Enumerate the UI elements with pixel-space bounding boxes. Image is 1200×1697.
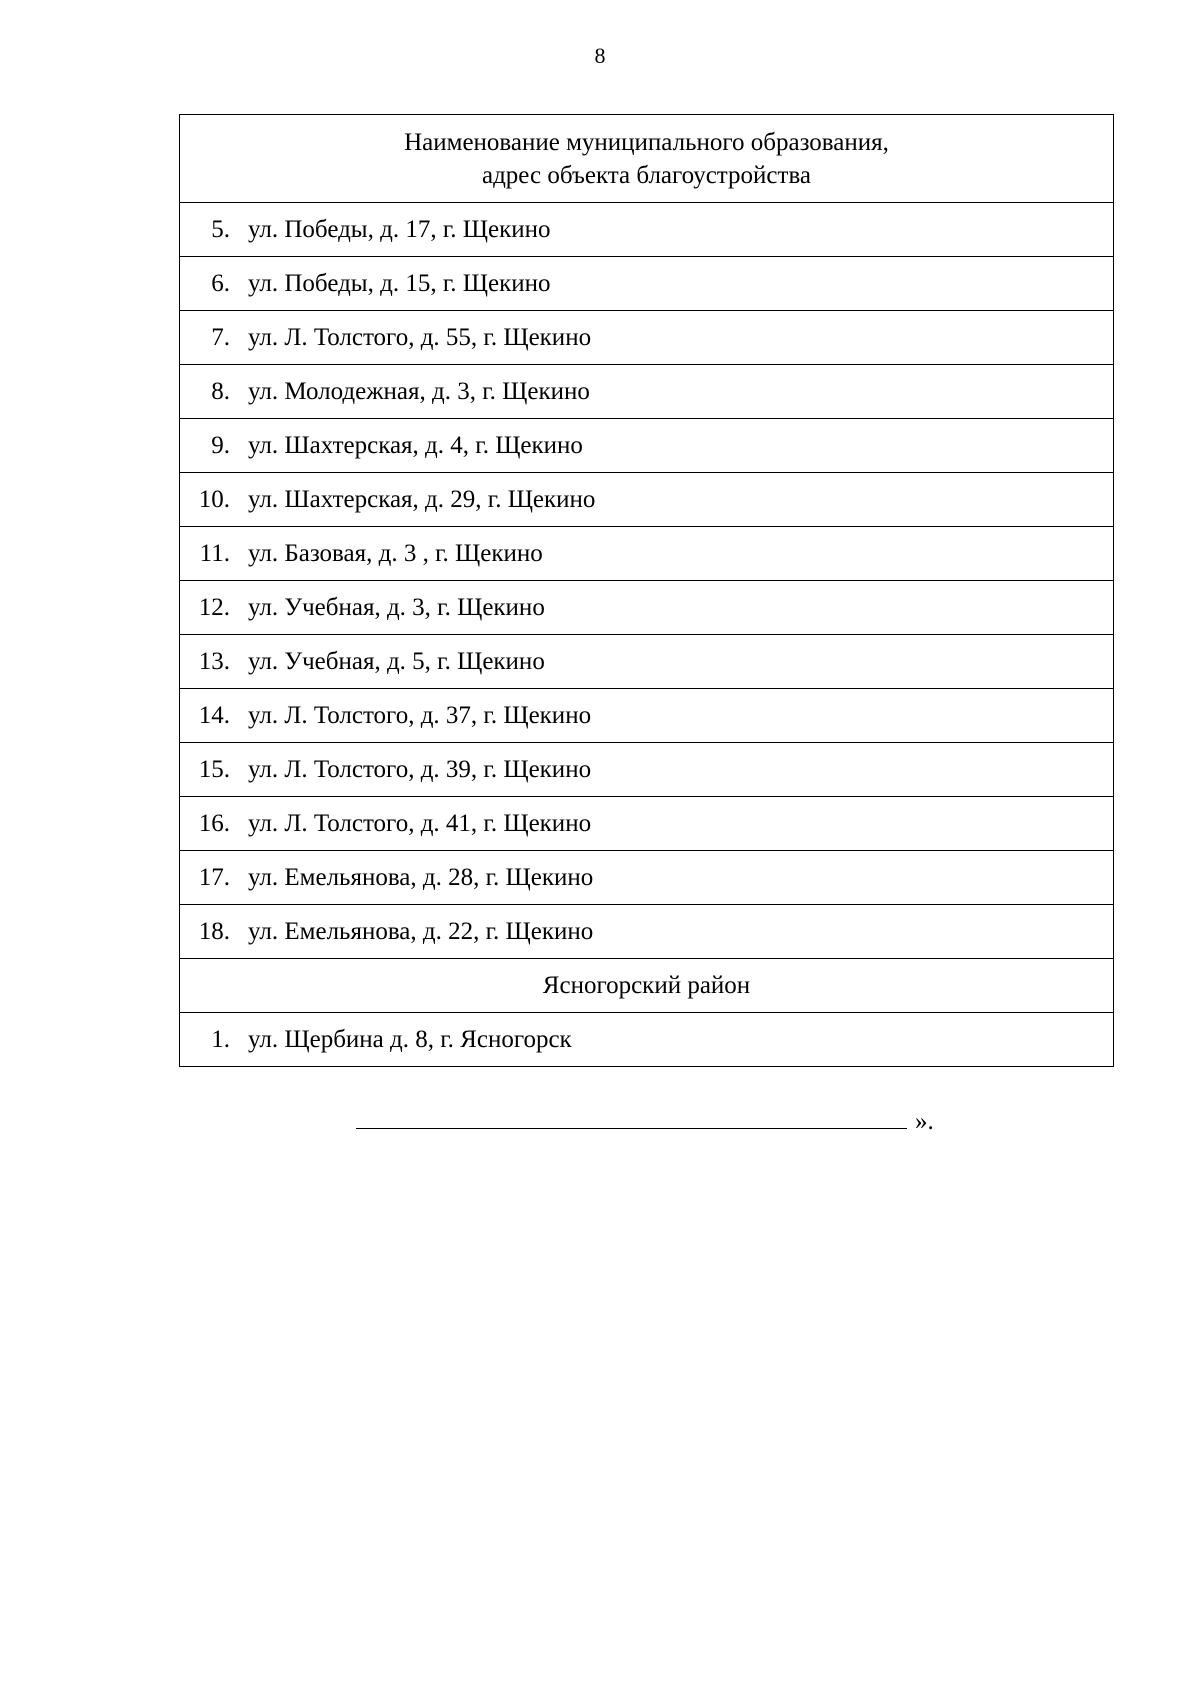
row-address: ул. Учебная, д. 5, г. Щекино bbox=[248, 647, 545, 675]
row-number: 1. bbox=[211, 1025, 230, 1053]
row-address: ул. Победы, д. 15, г. Щекино bbox=[248, 269, 551, 297]
closing-quote-mark: ». bbox=[915, 1108, 934, 1135]
row-number: 6. bbox=[211, 269, 230, 297]
row-address: ул. Л. Толстого, д. 55, г. Щекино bbox=[248, 323, 592, 351]
table-row bbox=[180, 1013, 1114, 1067]
row-address: ул. Емельянова, д. 22, г. Щекино bbox=[248, 917, 594, 945]
row-number: 9. bbox=[211, 431, 230, 459]
table-row bbox=[180, 851, 1114, 905]
table-row bbox=[180, 257, 1114, 311]
section-heading: Ясногорский район bbox=[180, 959, 1114, 1013]
row-number: 12. bbox=[198, 593, 230, 621]
row-address: ул. Л. Толстого, д. 37, г. Щекино bbox=[248, 701, 592, 729]
row-number: 8. bbox=[211, 377, 230, 405]
row-address: ул. Победы, д. 17, г. Щекино bbox=[248, 215, 551, 243]
table-header-cell bbox=[180, 115, 1114, 203]
row-address: ул. Молодежная, д. 3, г. Щекино bbox=[248, 377, 590, 405]
row-address: ул. Базовая, д. 3 , г. Щекино bbox=[248, 539, 543, 567]
section-heading-row bbox=[180, 959, 1114, 1013]
row-number: 11. bbox=[199, 539, 230, 567]
table-row bbox=[180, 743, 1114, 797]
page-number: 8 bbox=[594, 43, 606, 68]
table-header-row bbox=[180, 115, 1114, 203]
table-row bbox=[180, 473, 1114, 527]
row-number: 14. bbox=[198, 701, 230, 729]
row-number: 15. bbox=[198, 755, 230, 783]
row-address: ул. Л. Толстого, д. 39, г. Щекино bbox=[248, 755, 592, 783]
row-address: ул. Учебная, д. 3, г. Щекино bbox=[248, 593, 545, 621]
table-row bbox=[180, 905, 1114, 959]
row-address: ул. Щербина д. 8, г. Ясногорск bbox=[248, 1025, 572, 1053]
row-address: ул. Шахтерская, д. 29, г. Щекино bbox=[248, 485, 596, 513]
row-number: 16. bbox=[198, 809, 230, 837]
table-row bbox=[180, 581, 1114, 635]
row-number: 18. bbox=[198, 917, 230, 945]
address-table bbox=[179, 114, 1114, 1067]
table-header-line-1: Наименование муниципального образования, bbox=[404, 128, 889, 156]
row-number: 13. bbox=[198, 647, 230, 675]
blank-underline bbox=[356, 1104, 907, 1129]
table-row bbox=[180, 203, 1114, 257]
table-row bbox=[180, 689, 1114, 743]
row-address: ул. Л. Толстого, д. 41, г. Щекино bbox=[248, 809, 592, 837]
table-row bbox=[180, 797, 1114, 851]
table-row bbox=[180, 635, 1114, 689]
table-row bbox=[180, 527, 1114, 581]
row-address: ул. Емельянова, д. 28, г. Щекино bbox=[248, 863, 594, 891]
row-number: 10. bbox=[198, 485, 230, 513]
table-header-line-2: адрес объекта благоустройства bbox=[481, 161, 812, 189]
row-address: ул. Шахтерская, д. 4, г. Щекино bbox=[248, 431, 583, 459]
table-row bbox=[180, 311, 1114, 365]
row-number: 5. bbox=[211, 215, 230, 243]
table-row bbox=[180, 419, 1114, 473]
row-number: 7. bbox=[211, 323, 230, 351]
table-row bbox=[180, 365, 1114, 419]
row-number: 17. bbox=[198, 863, 230, 891]
closing-line bbox=[356, 1104, 934, 1137]
